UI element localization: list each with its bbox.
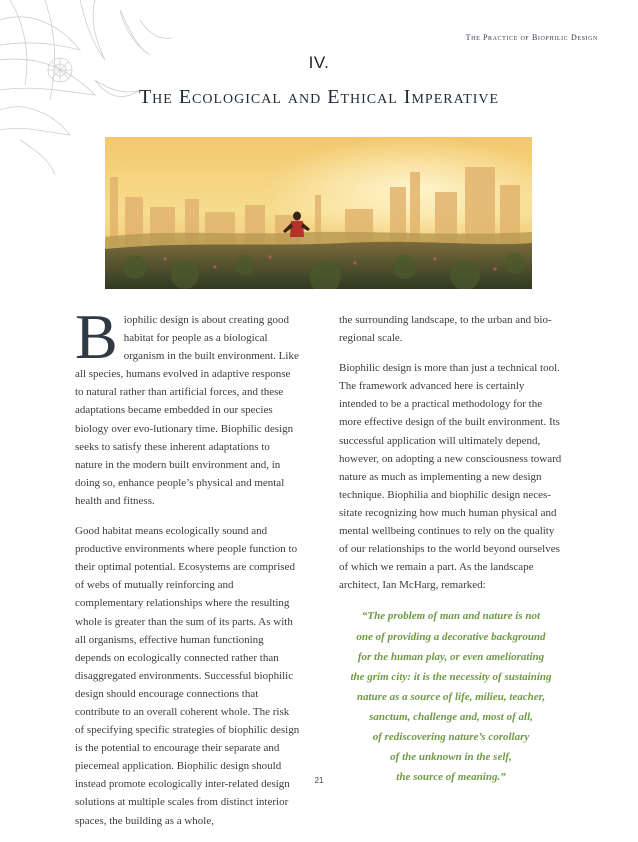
quote-line: the grim city: it is the necessity of sustaining: [350, 670, 552, 683]
quote-line: one of providing a decorative background: [356, 630, 546, 643]
quote-line: sanctum, challenge and, most of all,: [369, 710, 533, 723]
quote-line: nature as a source of life, milieu, teacher,: [356, 690, 546, 703]
paragraph-scale: the surrounding landscape, to the urban and bio-regional scale.: [339, 314, 552, 345]
paragraph-habitat: Good habitat means ecologically sound and productive environments where people function to their optimal potential. Ecosystems are comprised of webs of mutually reinforcing and complementary relationships where the resulting whole is greater than the sum of its parts. As with all organisms, effective human functioning depends on ecologically connected rather than disaggregated environments. Successful biophilic design should encourage connections that contribute to an overall coherent whole. The risk of specifying specific strategies of biophilic design is the potential to encourage their separate and piecemeal application. Biophilic design should instead promote ecologically inter-related design solutions at multiple scales from distinct interior spaces, the building as a whole,: [75, 525, 300, 827]
paragraph-intro-text: iophilic design is about creating good habitat for people as a biological organism in the built environment. Like all species, humans evolved in adaptive response to natural rather than artificial forces, and these adaptations became embedded in our species biology over evo-lutionary time. Biophilic design seeks to satisfy these inherent adaptations to nature in the modern built environment and, in doing so, enhance people’s physical and mental health and fitness.: [75, 314, 299, 507]
quote-line: of the unknown in the self,: [390, 751, 512, 764]
body-column-right: [339, 311, 563, 787]
hero-photo-illustration: [105, 137, 532, 289]
running-header: The Practice of Biophilic Design: [465, 33, 598, 42]
quote-line: for the human play, or even ameliorating: [357, 650, 545, 663]
quote-line: “The problem of man and nature is not: [361, 610, 541, 623]
quote-line: the source of meaning.”: [396, 771, 506, 784]
mcharg-quote: [339, 606, 563, 787]
quote-line: of rediscovering nature’s corollary: [372, 730, 530, 743]
chapter-title: The Ecological and Ethical Imperative: [138, 86, 500, 108]
drop-cap: B: [75, 301, 118, 372]
paragraph-consciousness: Biophilic design is more than just a technical tool. The framework advanced here is certainly intended to be a practical methodology for the more effective design of the built environment. Its successful application will ultimately depend, however, on adopting a new consciousness toward nature as much as implementing a new design technique. Biophilia and biophilic design neces-sitate recognizing how much human physical and mental wellbeing continues to rely on the quality of our relationships to the world beyond ourselves of which we remain a part. As the landscape architect, Ian McHarg, remarked:: [339, 362, 562, 592]
hero-photo: [105, 137, 532, 289]
paragraph-intro: [75, 301, 300, 510]
chapter-number: IV.: [308, 53, 330, 72]
page-number: 21: [314, 776, 324, 785]
body-column-left: [75, 301, 300, 842]
